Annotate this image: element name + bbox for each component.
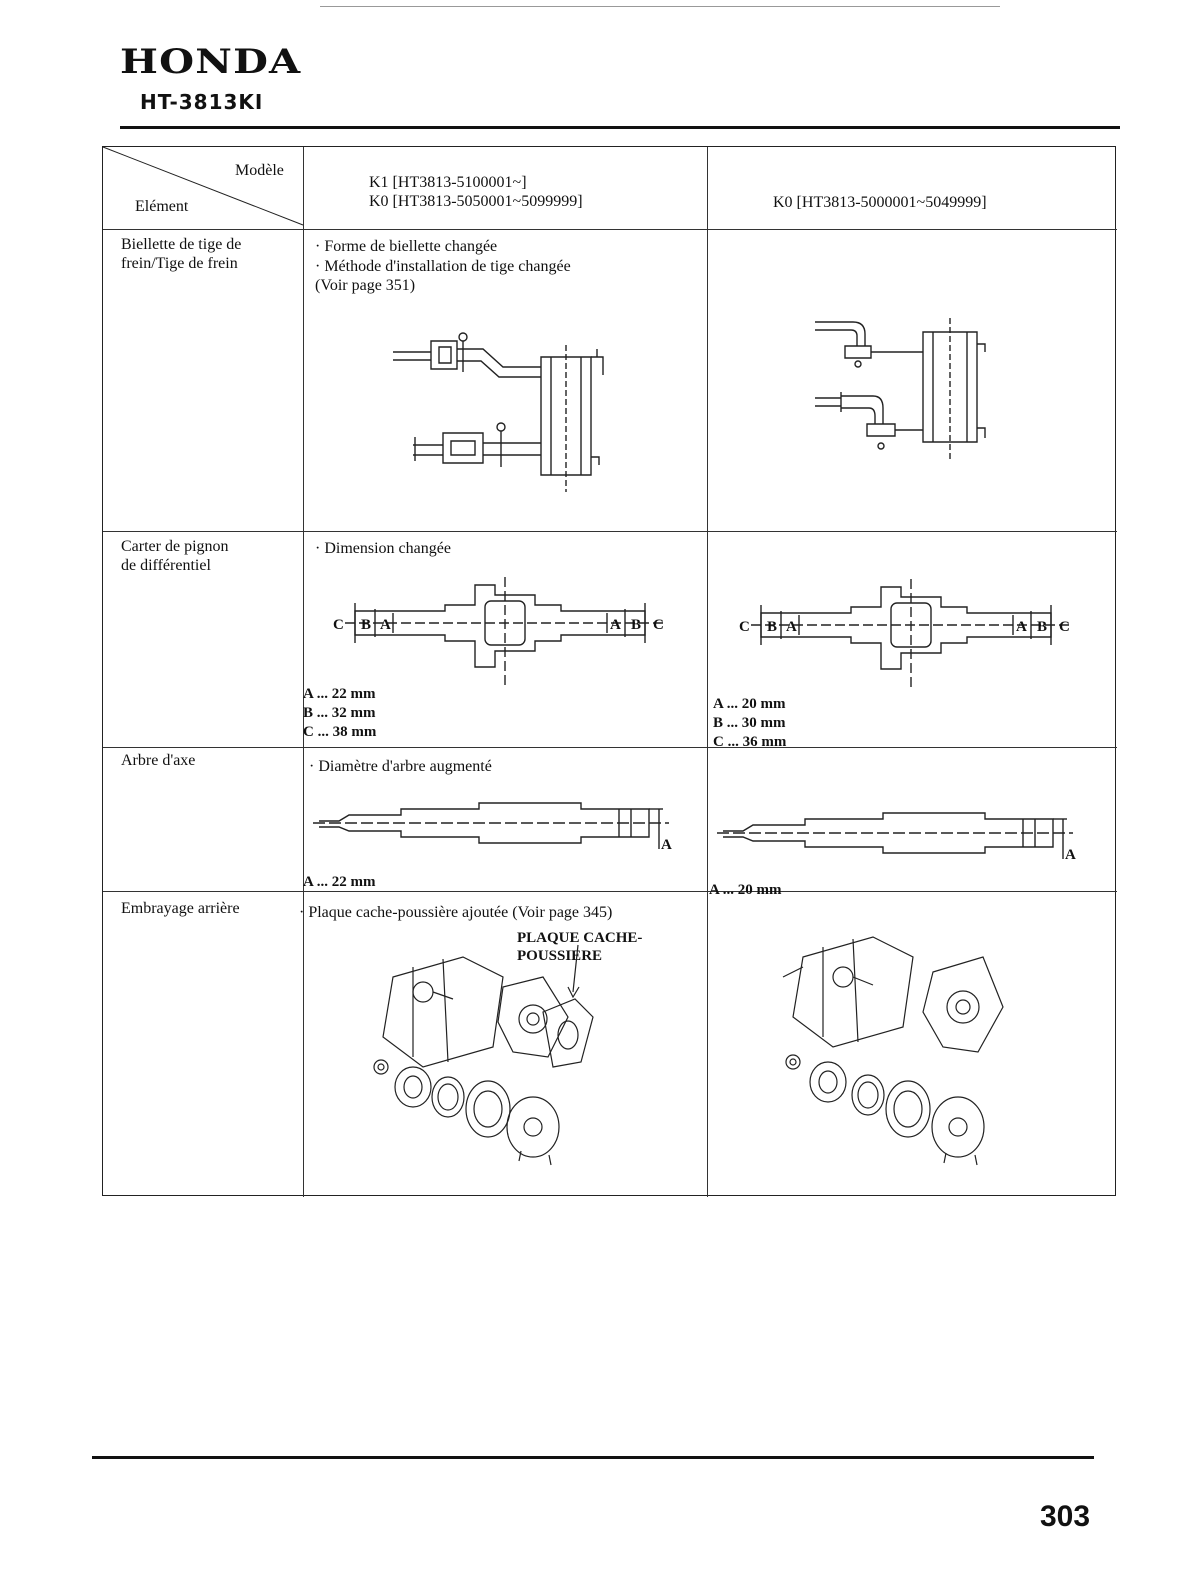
axle-shaft-diagram-k0 — [723, 809, 1083, 869]
element-rear-clutch: Embrayage arrière — [121, 900, 240, 917]
brake-rod-diagram-k0 — [803, 312, 1003, 472]
callout-dust-plate: PLAQUE CACHE- POUSSIERE — [517, 930, 643, 964]
dim-label-c-left: C — [739, 619, 750, 635]
dim-label-a-left: A — [380, 617, 391, 633]
dim-label-a: A — [661, 837, 672, 853]
rear-clutch-illustration-k1 — [353, 937, 683, 1167]
column-divider — [303, 147, 304, 1197]
dim-label-a-left: A — [786, 619, 797, 635]
row-divider — [103, 891, 1117, 892]
column-header-k0: K0 [HT3813-5000001~5049999] — [773, 194, 987, 211]
column-divider — [707, 147, 708, 1197]
dim-label-b-right: B — [1037, 619, 1048, 635]
model-code: HT-3813KI — [140, 90, 264, 114]
header-model-label: Modèle — [235, 162, 284, 179]
spec-k1-c: C ... 38 mm — [303, 724, 377, 740]
axle-shaft-diagram-k1 — [319, 799, 679, 859]
note-axle-shaft: · Diamètre d'arbre augmenté — [309, 758, 492, 775]
dim-label-b-left: B — [361, 617, 372, 633]
rear-clutch-illustration-k0 — [763, 917, 1093, 1167]
spec-axle-k0: A ... 20 mm — [709, 882, 782, 898]
column-header-k1-line2: K0 [HT3813-5050001~5099999] — [369, 193, 583, 210]
spec-axle-k1: A ... 22 mm — [303, 874, 376, 890]
spec-k0-a: A ... 20 mm — [713, 696, 786, 712]
scan-artifact-line — [320, 6, 1000, 7]
dim-label-a-right: A — [610, 617, 621, 633]
spec-k1-b: B ... 32 mm — [303, 705, 376, 721]
brake-rod-diagram-k1 — [393, 327, 633, 497]
dim-label-b-right: B — [631, 617, 642, 633]
note-brake-rod-2: · Méthode d'installation de tige changée (Voir page 351) — [315, 258, 571, 294]
brand-logo: HONDA — [120, 42, 302, 82]
dim-label-c-right: C — [1059, 619, 1070, 635]
element-diff-case: Carter de pignon de différentiel — [121, 538, 229, 574]
row-divider — [103, 229, 1117, 230]
note-diff-case: · Dimension changée — [315, 540, 451, 557]
dim-label-c-left: C — [333, 617, 344, 633]
comparison-table — [102, 146, 1116, 1196]
spec-k0-b: B ... 30 mm — [713, 715, 786, 731]
dim-label-a-right: A — [1016, 619, 1027, 635]
note-rear-clutch: · Plaque cache-poussière ajoutée (Voir page 345) — [299, 904, 613, 921]
header-element-label: Elément — [135, 198, 189, 215]
dim-label-a: A — [1065, 847, 1076, 863]
element-brake-rod: Biellette de tige de frein/Tige de frein — [121, 236, 242, 272]
element-axle-shaft: Arbre d'axe — [121, 752, 196, 769]
row-divider — [103, 531, 1117, 532]
dim-label-b-left: B — [767, 619, 778, 635]
header-rule — [120, 126, 1120, 129]
diff-case-diagram-k1 — [325, 577, 695, 685]
dim-label-c-right: C — [653, 617, 664, 633]
column-header-k1-line1: K1 [HT3813-5100001~] — [369, 174, 527, 191]
diff-case-diagram-k0 — [731, 579, 1111, 687]
page-number: 303 — [1040, 1500, 1091, 1533]
spec-k1-a: A ... 22 mm — [303, 686, 376, 702]
note-brake-rod-1: · Forme de biellette changée — [315, 238, 498, 255]
header-diagonal — [103, 147, 303, 229]
row-divider — [103, 747, 1117, 748]
footer-rule — [92, 1456, 1094, 1459]
spec-k0-c: C ... 36 mm — [713, 734, 787, 750]
